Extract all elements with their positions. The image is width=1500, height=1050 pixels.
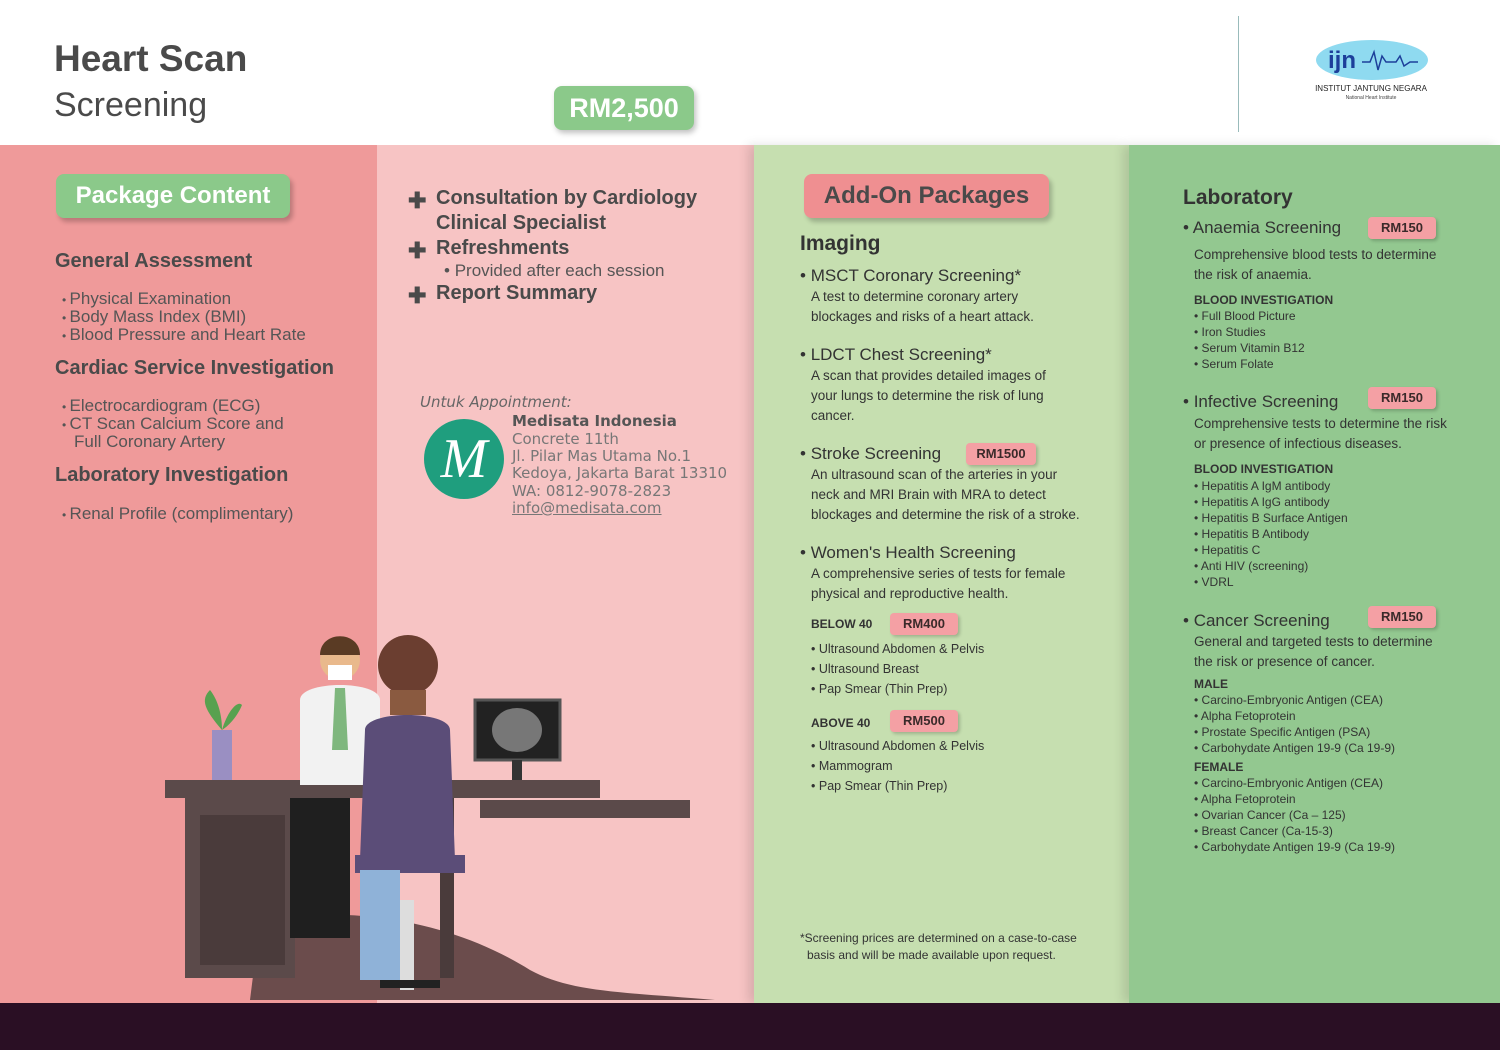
plus-icon: ✚: [408, 238, 427, 263]
anaemia-list: • Full Blood Picture • Iron Studies • Serum Vitamin B12 • Serum Folate: [1194, 308, 1305, 372]
anaemia-desc: Comprehensive blood tests to determine the risk of anaemia.: [1194, 247, 1437, 282]
list-item: • Physical Examination: [62, 290, 231, 309]
stroke-price-badge: RM1500: [966, 443, 1036, 465]
msct-desc: A test to determine coronary artery blockages and risks of a heart attack.: [811, 289, 1034, 324]
price-note: *Screening prices are determined on a case-to-case basis and will be made available upon request.: [800, 931, 1077, 962]
above-40-price-badge: RM500: [890, 710, 958, 732]
infective-desc: Comprehensive tests to determine the risk or presence of infectious diseases.: [1194, 416, 1447, 451]
list-item: • Blood Pressure and Heart Rate: [62, 326, 306, 345]
anaemia-price-badge: RM150: [1368, 217, 1436, 239]
logo-subtitle: National Heart Institute: [1345, 95, 1397, 101]
appointment-line: Jl. Pilar Mas Utama No.1: [512, 447, 692, 465]
ldct-desc: A scan that provides detailed images of your lungs to determine the risk of lung cancer.: [811, 368, 1046, 423]
msct-title: • MSCT Coronary Screening*: [800, 266, 1021, 286]
women-desc: A comprehensive series of tests for female physical and reproductive health.: [811, 566, 1066, 601]
male-list: • Carcino-Embryonic Antigen (CEA) • Alpha Fetoprotein • Prostate Specific Antigen (PSA) • Carbohydate Antigen 19-9 (Ca 19-9): [1194, 692, 1395, 756]
above-40-label: ABOVE 40: [811, 716, 871, 730]
stroke-desc: An ultrasound scan of the arteries in your neck and MRI Brain with MRA to detect blockages and determine the risk of a stroke.: [811, 467, 1080, 522]
appointment-email-link[interactable]: info@medisata.com: [512, 499, 662, 517]
infective-blood-head: BLOOD INVESTIGATION: [1194, 462, 1334, 476]
appointment-name: Medisata Indonesia: [512, 412, 677, 430]
page-title: Heart Scan: [54, 38, 248, 79]
logo-mark-text: ijn: [1328, 47, 1356, 74]
medisata-logo: M: [424, 419, 504, 499]
appointment-label: Untuk Appointment:: [420, 393, 572, 411]
appointment-line: Kedoya, Jakarta Barat 13310: [512, 464, 728, 482]
plus-icon: ✚: [408, 283, 427, 308]
list-item: • Body Mass Index (BMI): [62, 308, 246, 327]
footer-bar: [0, 1003, 1500, 1050]
logo-name: INSTITUT JANTUNG NEGARA: [1315, 84, 1427, 93]
list-item: • Electrocardiogram (ECG): [62, 397, 260, 416]
infective-list: • Hepatitis A IgM antibody • Hepatitis A IgG antibody • Hepatitis B Surface Antigen • Hepatitis B Antibody • Hepatitis C • Anti HIV (screening) • VDRL: [1194, 478, 1348, 590]
cancer-desc: General and targeted tests to determine the risk or presence of cancer.: [1194, 634, 1433, 669]
extra-item-title: Refreshments: [436, 237, 570, 259]
extra-item-title: Consultation by Cardiology: [436, 187, 698, 209]
list-item: • CT Scan Calcium Score and: [62, 415, 284, 434]
below-40-list: • Ultrasound Abdomen & Pelvis • Ultrasound Breast • Pap Smear (Thin Prep): [811, 639, 984, 699]
infective-price-badge: RM150: [1368, 387, 1436, 409]
appointment-phone: WA: 0812-9078-2823: [512, 482, 672, 500]
male-head: MALE: [1194, 677, 1228, 691]
below-40-price-badge: RM400: [890, 613, 958, 635]
stroke-title: • Stroke Screening: [800, 444, 941, 464]
lab-investigation-title: Laboratory Investigation: [55, 464, 289, 486]
addon-packages-tag: Add-On Packages: [804, 174, 1049, 218]
extra-item-title: Report Summary: [436, 282, 598, 304]
header-divider: [1238, 16, 1239, 132]
cancer-title: • Cancer Screening: [1183, 611, 1330, 631]
imaging-title: Imaging: [800, 232, 881, 255]
female-list: • Carcino-Embryonic Antigen (CEA) • Alpha Fetoprotein • Ovarian Cancer (Ca – 125) • Breast Cancer (Ca-15-3) • Carbohydate Antigen 19-9 (Ca 19-9): [1194, 775, 1395, 855]
appointment-line: Concrete 11th: [512, 430, 619, 448]
laboratory-title: Laboratory: [1183, 186, 1293, 209]
extra-item-sub: • Provided after each session: [444, 261, 665, 280]
anaemia-title: • Anaemia Screening: [1183, 218, 1341, 238]
package-content-tag: Package Content: [56, 174, 290, 218]
general-assessment-title: General Assessment: [55, 250, 253, 272]
below-40-label: BELOW 40: [811, 617, 873, 631]
cancer-price-badge: RM150: [1368, 606, 1436, 628]
list-item-continued: Full Coronary Artery: [74, 432, 226, 451]
infective-title: • Infective Screening: [1183, 392, 1338, 412]
plus-icon: ✚: [408, 188, 427, 213]
ldct-title: • LDCT Chest Screening*: [800, 345, 992, 365]
cardiac-title: Cardiac Service Investigation: [55, 357, 335, 379]
women-title: • Women's Health Screening: [800, 543, 1016, 563]
price-badge: RM2,500: [554, 86, 694, 130]
list-item: • Renal Profile (complimentary): [62, 505, 293, 524]
female-head: FEMALE: [1194, 760, 1244, 774]
above-40-list: • Ultrasound Abdomen & Pelvis • Mammogram • Pap Smear (Thin Prep): [811, 736, 984, 796]
extra-item-title-continued: Clinical Specialist: [436, 212, 607, 234]
doctor-illustration: [150, 620, 730, 1005]
page-subtitle: Screening: [54, 86, 208, 124]
anaemia-blood-head: BLOOD INVESTIGATION: [1194, 293, 1334, 307]
